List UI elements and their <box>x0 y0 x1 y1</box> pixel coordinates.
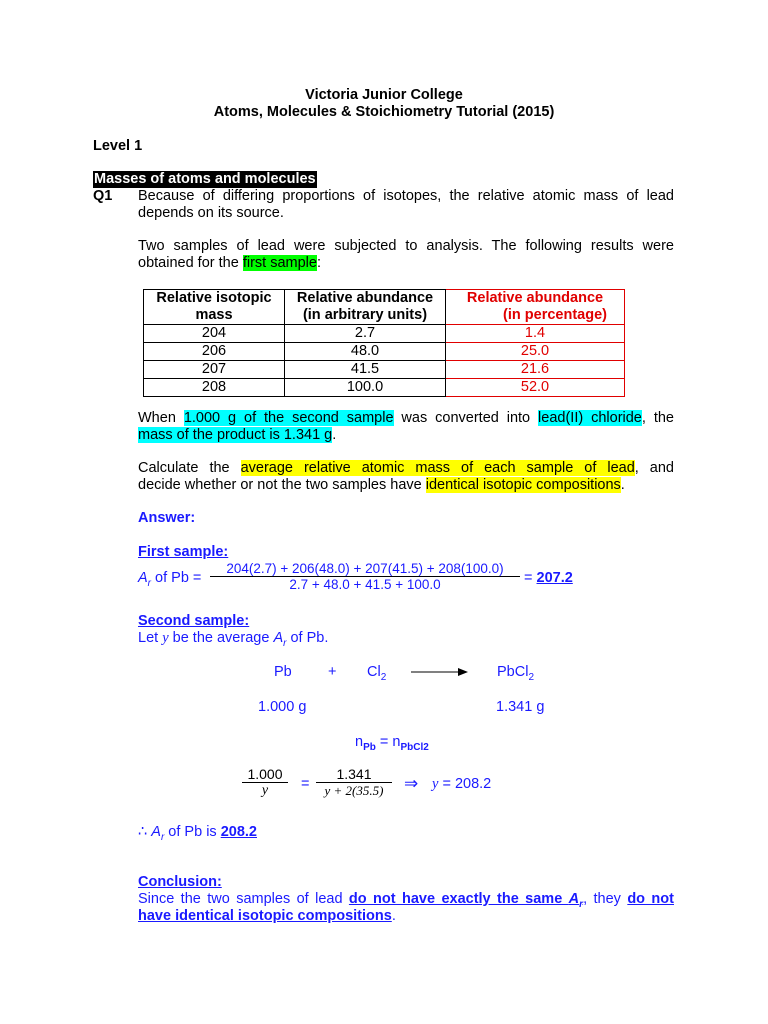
college-name: Victoria Junior College <box>305 87 463 103</box>
cell-mass: 207 <box>144 361 285 379</box>
tutorial-title: Atoms, Molecules & Stoichiometry Tutorial (2015) <box>213 104 555 120</box>
cell-percentage: 25.0 <box>446 343 625 361</box>
section-title: Masses of atoms and molecules <box>94 171 316 187</box>
cell-percentage: 52.0 <box>446 379 625 397</box>
product-pbcl2: PbCl$_2$ <box>497 664 534 683</box>
q1-calc-line2: decide whether or not the two samples have identical isotopic compositions. <box>138 477 625 493</box>
reactant-cl2: $Cl_2$ <box>367 664 387 683</box>
conclusion-line2: have identical isotopic compositions. <box>138 908 396 924</box>
reactant-pb: Pb <box>274 664 292 680</box>
therefore-icon: ∴ <box>138 824 148 840</box>
cell-mass: 206 <box>144 343 285 361</box>
cell-percentage: 21.6 <box>446 361 625 379</box>
header-isotopic-mass: Relative isotopic mass <box>144 290 285 325</box>
cell-abundance: 41.5 <box>285 361 446 379</box>
table-row <box>144 361 625 379</box>
fraction-mass-pb: 1.000 y <box>242 766 288 799</box>
answer-label: Answer: <box>138 510 196 526</box>
mole-equation: $n_{Pb} = n_{PbCl2}$ <box>355 734 429 753</box>
header-abundance-arbitrary: Relative abundance (in arbitrary units) <box>285 290 446 325</box>
q1-when-line2: mass of the product is 1.341 g. <box>138 427 337 443</box>
first-sample-heading: First sample: <box>138 544 229 560</box>
first-sample-fraction: 204(2.7) + 206(48.0) + 207(41.5) + 208(100.0) 2.7 + 48.0 + 41.5 + 100.0 <box>210 561 520 592</box>
cell-abundance: 2.7 <box>285 325 446 343</box>
isotope-table <box>143 289 625 397</box>
cell-abundance: 48.0 <box>285 343 446 361</box>
q1-samples-line1: Two samples of lead were subjected to analysis. The following results were <box>138 238 674 254</box>
mass-pbcl2: 1.341 g <box>496 699 545 715</box>
first-sample-ar-label: $A_r$ of Pb = <box>138 570 202 589</box>
mass-pb: 1.000 g <box>258 699 307 715</box>
header-abundance-percentage: Relative abundance (in percentage) <box>446 290 625 325</box>
q1-intro-line2: depends on its source. <box>138 205 284 221</box>
conclusion-line1: Since the two samples of lead do not have exactly the same $A_r$, they do not <box>138 891 674 910</box>
cell-mass: 204 <box>144 325 285 343</box>
cell-abundance: 100.0 <box>285 379 446 397</box>
table-row <box>144 343 625 361</box>
first-sample-result: = 207.2 <box>524 570 573 586</box>
implies-icon: ⇒ <box>404 774 419 793</box>
y-result: y = 208.2 <box>432 776 492 792</box>
reaction-arrow-icon <box>410 665 470 679</box>
first-sample-highlight: first sample <box>242 255 317 271</box>
cell-mass: 208 <box>144 379 285 397</box>
plus-sign: + <box>328 664 337 680</box>
q1-samples-line2: obtained for the first sample: <box>138 255 321 271</box>
fraction-mass-pbcl2: 1.341 y + 2(35.5) <box>316 766 392 799</box>
second-sample-heading: Second sample: <box>138 613 250 629</box>
table-header-row <box>144 290 625 325</box>
conclusion-heading: Conclusion: <box>138 874 222 890</box>
table-row <box>144 325 625 343</box>
fraction-equals: = <box>301 776 310 792</box>
cell-percentage: 1.4 <box>446 325 625 343</box>
question-label: Q1 <box>93 188 113 204</box>
second-sample-let: Let y be the average $A_r$ of Pb. <box>138 630 329 649</box>
therefore-line: ∴ $A_r$ of Pb is 208.2 <box>138 824 257 843</box>
q1-intro-line1: Because of differing proportions of isotopes, the relative atomic mass of lead <box>138 188 674 204</box>
q1-calc-line1: Calculate the average relative atomic mass of each sample of lead, and <box>138 460 674 476</box>
level-heading: Level 1 <box>93 138 143 154</box>
q1-when-line1: When 1.000 g of the second sample was converted into lead(II) chloride, the <box>138 410 674 426</box>
table-row <box>144 379 625 397</box>
